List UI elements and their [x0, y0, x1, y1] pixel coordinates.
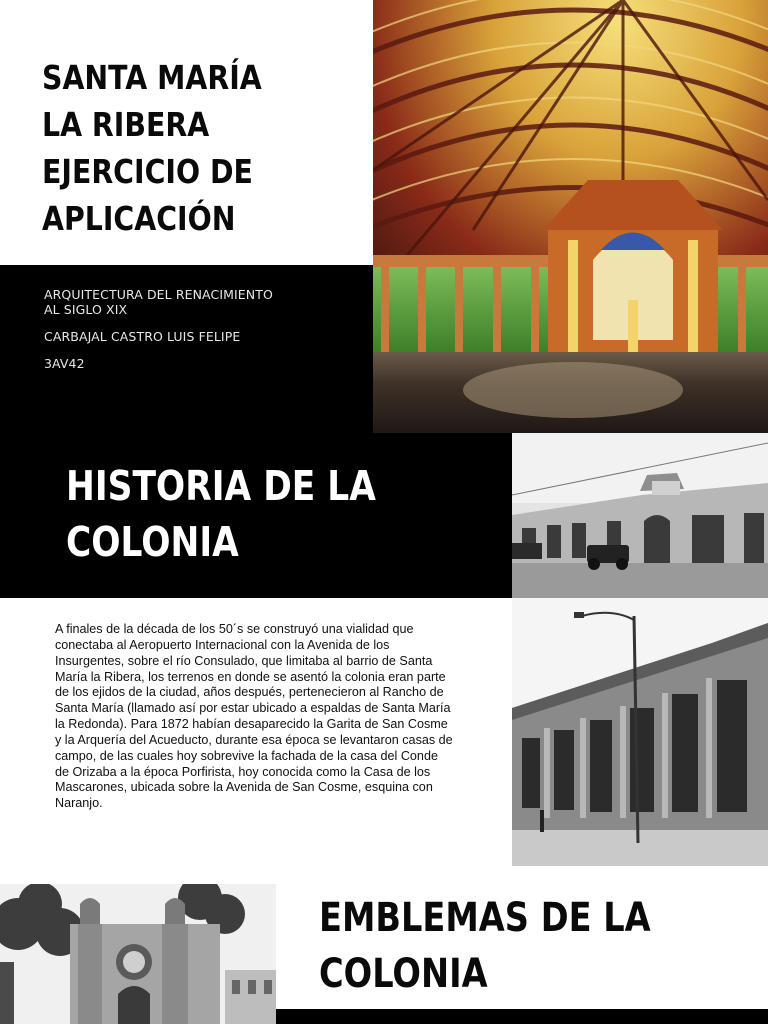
subject-line: AL SIGLO XIX — [44, 302, 128, 317]
mascarones-photo — [512, 598, 768, 866]
market-photo — [512, 433, 768, 598]
heading-line: HISTORIA DE LA — [66, 462, 376, 510]
kiosk-photo — [373, 0, 768, 433]
title-line: SANTA MARÍA — [42, 58, 262, 97]
bottom-bar — [276, 1009, 768, 1024]
historia-paragraph: A finales de la década de los 50´s se construyó una vialidad que conectaba al Aeropuerto Internacional con la Avenida de los Insurgentes, sobre el río Consulado, que limitaba al barrio de Santa María la Ribera, los terrenos en donde se asentó la colonia eran parte de los ejidos de la ciudad, años después, pertenecieron al Rancho de Santa María (llamado así por estar ubicado a espaldas de Santa María la Redonda). Para 1872 habían desaparecido la Garita de San Cosme y la Arquería del Acueducto, durante esa época se levantaron casas de campo, de las cuales hoy sobrevive la fachada de la casa del Conde de Orizaba a la época Porfirista, hoy conocida como la Casa de los Mascarones, ubicada sobre la Avenida de San Cosme, esquina con Naranjo. — [55, 622, 453, 811]
heading-line: EMBLEMAS DE LA — [319, 895, 651, 941]
title-line: APLICACIÓN — [42, 199, 236, 238]
page-title — [42, 54, 317, 242]
info-band — [0, 265, 373, 433]
emblemas-heading — [319, 890, 651, 1002]
group-code: 3AV42 — [44, 356, 85, 371]
heading-line: COLONIA — [319, 951, 488, 997]
title-line: LA RIBERA — [42, 105, 210, 144]
subject-line: ARQUITECTURA DEL RENACIMIENTO — [44, 287, 273, 302]
church-photo — [0, 884, 276, 1024]
title-line: EJERCICIO DE — [42, 152, 253, 191]
author-name: CARBAJAL CASTRO LUIS FELIPE — [44, 329, 241, 344]
historia-heading — [66, 458, 376, 570]
heading-line: COLONIA — [66, 518, 239, 566]
